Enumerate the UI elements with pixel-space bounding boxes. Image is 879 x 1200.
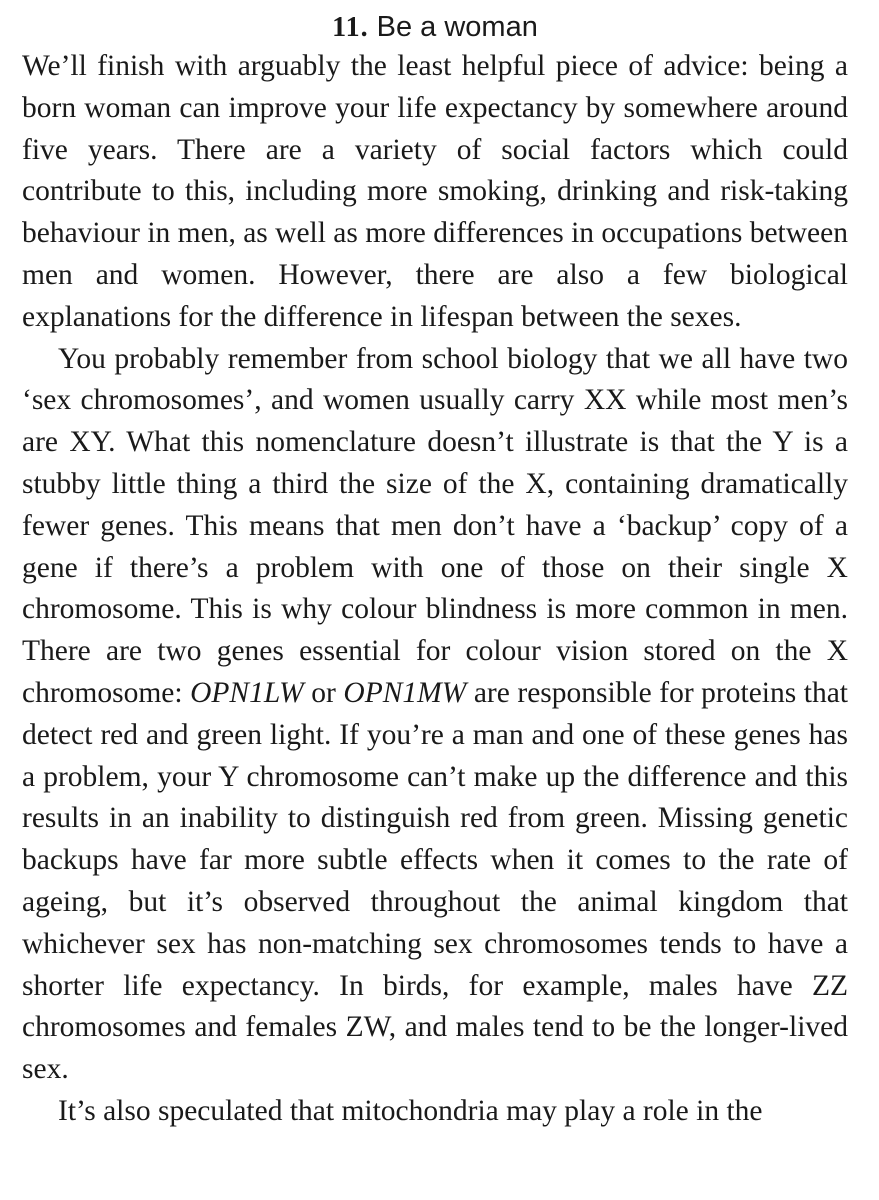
paragraph-2-text-b: or: [303, 676, 344, 709]
gene-name-opn1mw: OPN1MW: [343, 676, 467, 709]
book-page: [22, 0, 848, 1200]
paragraph-3: It’s also speculated that mitochondria may play a role in the: [58, 1094, 763, 1127]
paragraph-1: We’ll finish with arguably the least helpful piece of advice: being a born woman can improve your life expectancy by somewhere around five years. There are a variety of social factors which could contribute to this, including more smoking, drinking and risk-taking behaviour in men, as well as more differences in occupations between men and women. However, there are also a few biological explanations for the difference in lifespan between the sexes.: [22, 50, 848, 333]
gene-name-opn1lw: OPN1LW: [190, 676, 304, 709]
section-title: Be a woman: [376, 11, 538, 43]
paragraph-2-text-c: are responsible for proteins that detect red and green light. If you’re a man and one of these genes has a problem, your Y chromosome can’t make up the difference and this results in an inability to distinguish red from green. Missing genetic backups have far more subtle effects when it comes to the rate of ageing, but it’s observed throughout the animal kingdom that whichever sex has non-matching sex chromosomes tends to have a shorter life expectancy. In birds, for example, males have ZZ chromosomes and females ZW, and males tend to be the longer-lived sex.: [22, 676, 848, 1086]
paragraph-2-text-a: You probably remember from school biology that we all have two ‘sex chromosomes’, and women usually carry XX while most men’s are XY. What this nomenclature doesn’t illustrate is that the Y is a stubby little thing a third the size of the X, containing dramatically fewer genes. This means that men don’t have a ‘backup’ copy of a gene if there’s a problem with one of those on their single X chromosome. This is why colour blindness is more common in men. There are two genes essential for colour vision stored on the X chromosome:: [22, 342, 848, 709]
section-number: 11.: [332, 12, 369, 43]
paragraph-2: [22, 339, 848, 1091]
section-heading: [22, 8, 848, 46]
